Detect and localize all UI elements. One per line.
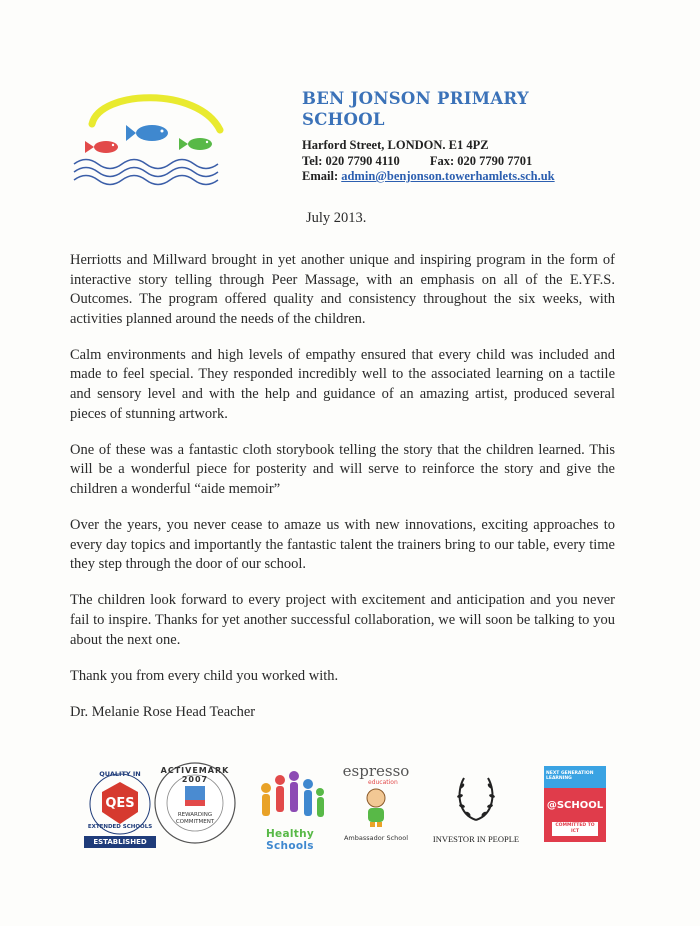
logo-waves bbox=[74, 160, 218, 185]
activemark-line1: REWARDING bbox=[177, 812, 213, 818]
qes-logo bbox=[80, 768, 160, 852]
espresso-logo bbox=[338, 764, 414, 850]
ngl-main: @SCHOOL bbox=[546, 800, 604, 811]
letter-date: July 2013. bbox=[306, 210, 367, 226]
logo-fish-red bbox=[85, 141, 118, 153]
ngl-strip: COMMITTED TO ICT bbox=[555, 823, 595, 834]
paragraph: The children look forward to every project with excitement and anticipation and you never fail to inspire. Thanks for yet another successful collaboration, we will soon be talking to you about the next one. bbox=[70, 592, 615, 648]
paragraph: One of these was a fantastic cloth storybook telling the story that the children learned. This will be a wonderful piece for posterity and will serve to reinforce the story and give the children a wonderful “aide memoir” bbox=[70, 441, 615, 497]
healthy-schools-wordmark bbox=[244, 828, 336, 852]
fax: Fax: 020 7790 7701 bbox=[429, 153, 533, 168]
healthy-schools-logo bbox=[244, 766, 336, 850]
closing-line: Thank you from every child you worked with. bbox=[70, 667, 339, 684]
schools-word: Schools bbox=[266, 840, 314, 852]
mascot-icon bbox=[358, 786, 394, 828]
children-figures-icon bbox=[261, 771, 324, 817]
qes-top-text: QUALITY IN bbox=[99, 770, 141, 778]
espresso-sub: education bbox=[368, 779, 398, 786]
email-link[interactable]: admin@benjonson.towerhamlets.sch.uk bbox=[341, 169, 555, 183]
paragraph: Calm environments and high levels of empathy ensured that every child was included and made to feel special. They responded incredibly well to the associated learning on a tactile and sensory level and with the help and guidance of an amazing artist, produced several pieces of stunning artwork. bbox=[70, 346, 615, 422]
email-label: Email: bbox=[302, 169, 339, 183]
investor-in-people-logo bbox=[424, 770, 528, 850]
logo-fish-green bbox=[179, 138, 212, 150]
qes-banner-text: ESTABLISHED bbox=[93, 838, 147, 846]
signature: Dr. Melanie Rose Head Teacher bbox=[70, 703, 256, 720]
telephone: Tel: 020 7790 4110 bbox=[302, 153, 400, 168]
activemark-line2: COMMITMENT bbox=[175, 819, 215, 825]
paragraph: Herriotts and Millward brought in yet another unique and inspiring program in the form of interactive story telling through Peer Massage, with an emphasis on all of the E.YF.S. Outcomes. The program offered quality and consistency throughout the six weeks, with activities planned around the needs of the children. bbox=[70, 252, 615, 327]
espresso-brand: espresso bbox=[342, 762, 410, 780]
iip-caption: INVESTOR IN PEOPLE bbox=[432, 834, 520, 844]
phone-row bbox=[302, 154, 555, 170]
paragraph: Over the years, you never cease to amaze us with new innovations, exciting approaches to every day topics and importantly the fantastic talent the trainers bring to our table, every time they step through the door of our school. bbox=[70, 517, 615, 573]
activemark-ring-text: ACTIVEMARK 2007 bbox=[160, 766, 230, 784]
logo-fish-blue bbox=[126, 125, 168, 141]
logo-sun-arc bbox=[92, 98, 220, 130]
activemark-logo bbox=[152, 760, 238, 846]
accreditation-logos bbox=[60, 760, 620, 860]
school-logo bbox=[70, 88, 230, 198]
contact-block bbox=[302, 138, 555, 185]
ngl-at-school-logo bbox=[544, 766, 606, 842]
school-name: BEN JONSON PRIMARY SCHOOL bbox=[302, 89, 530, 129]
ngl-banner: NEXT GENERATION LEARNING bbox=[546, 771, 594, 781]
email-row bbox=[302, 169, 555, 185]
healthy-word: Healthy bbox=[265, 828, 315, 840]
address: Harford Street, LONDON. E1 4PZ bbox=[302, 138, 489, 152]
qes-bottom-text: EXTENDED SCHOOLS bbox=[87, 824, 153, 830]
letter-body bbox=[70, 251, 615, 739]
qes-center-text: QES bbox=[105, 796, 135, 811]
laurel-wreath-icon bbox=[454, 770, 498, 826]
espresso-caption: Ambassador School bbox=[343, 834, 409, 842]
